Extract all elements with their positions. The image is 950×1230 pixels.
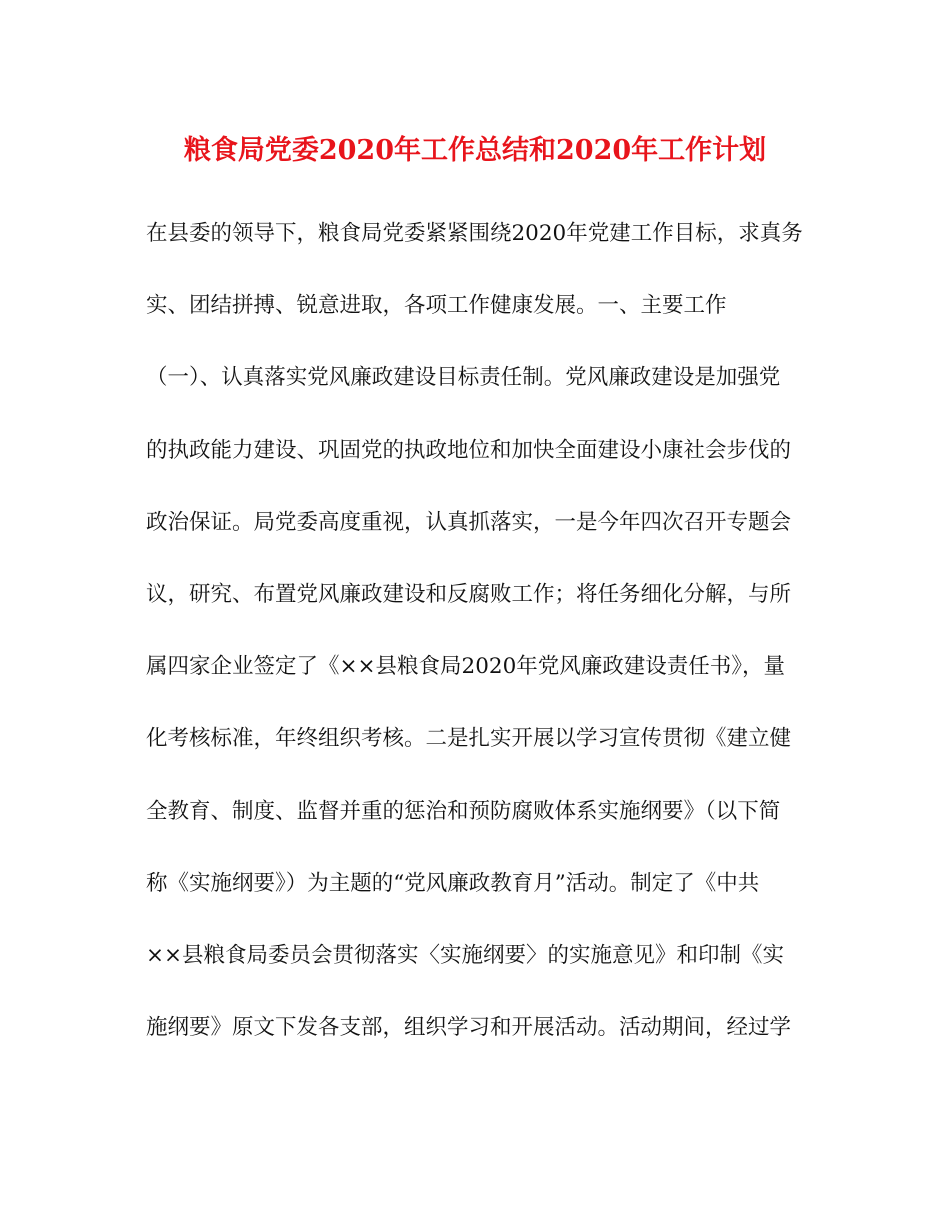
body-line: 的执政能力建设、巩固党的执政地位和加快全面建设小康社会步伐的 [146,437,792,463]
body-line: 施纲要》原文下发各支部，组织学习和开展活动。活动期间，经过学 [146,1015,792,1041]
body-line: 政治保证。局党委高度重视，认真抓落实，一是今年四次召开专题会 [146,509,792,535]
body-line: 属四家企业签定了《××县粮食局2020年党风廉政建设责任书》，量 [146,654,785,680]
body-line: 化考核标准，年终组织考核。二是扎实开展以学习宣传贯彻《建立健 [146,726,792,752]
body-line: ××县粮食局委员会贯彻落实〈实施纲要〉的实施意见》和印制《实 [146,942,785,968]
body-line: 实、团结拼搏、锐意进取，各项工作健康发展。一、主要工作 [146,293,727,319]
body-line: 议，研究、布置党风廉政建设和反腐败工作；将任务细化分解，与所 [146,581,792,607]
document-title: 粮食局党委2020年工作总结和2020年工作计划 [183,135,767,166]
document-body [146,214,826,1080]
body-line: 全教育、制度、监督并重的惩治和预防腐败体系实施纲要》（以下简 [146,798,781,824]
body-line: 称《实施纲要》）为主题的“党风廉政教育月”活动。制定了《中共 [146,870,760,896]
body-line: （一）、认真落实党风廉政建设目标责任制。党风廉政建设是加强党 [146,365,781,391]
body-line: 在县委的领导下，粮食局党委紧紧围绕2020年党建工作目标，求真务 [146,221,803,246]
